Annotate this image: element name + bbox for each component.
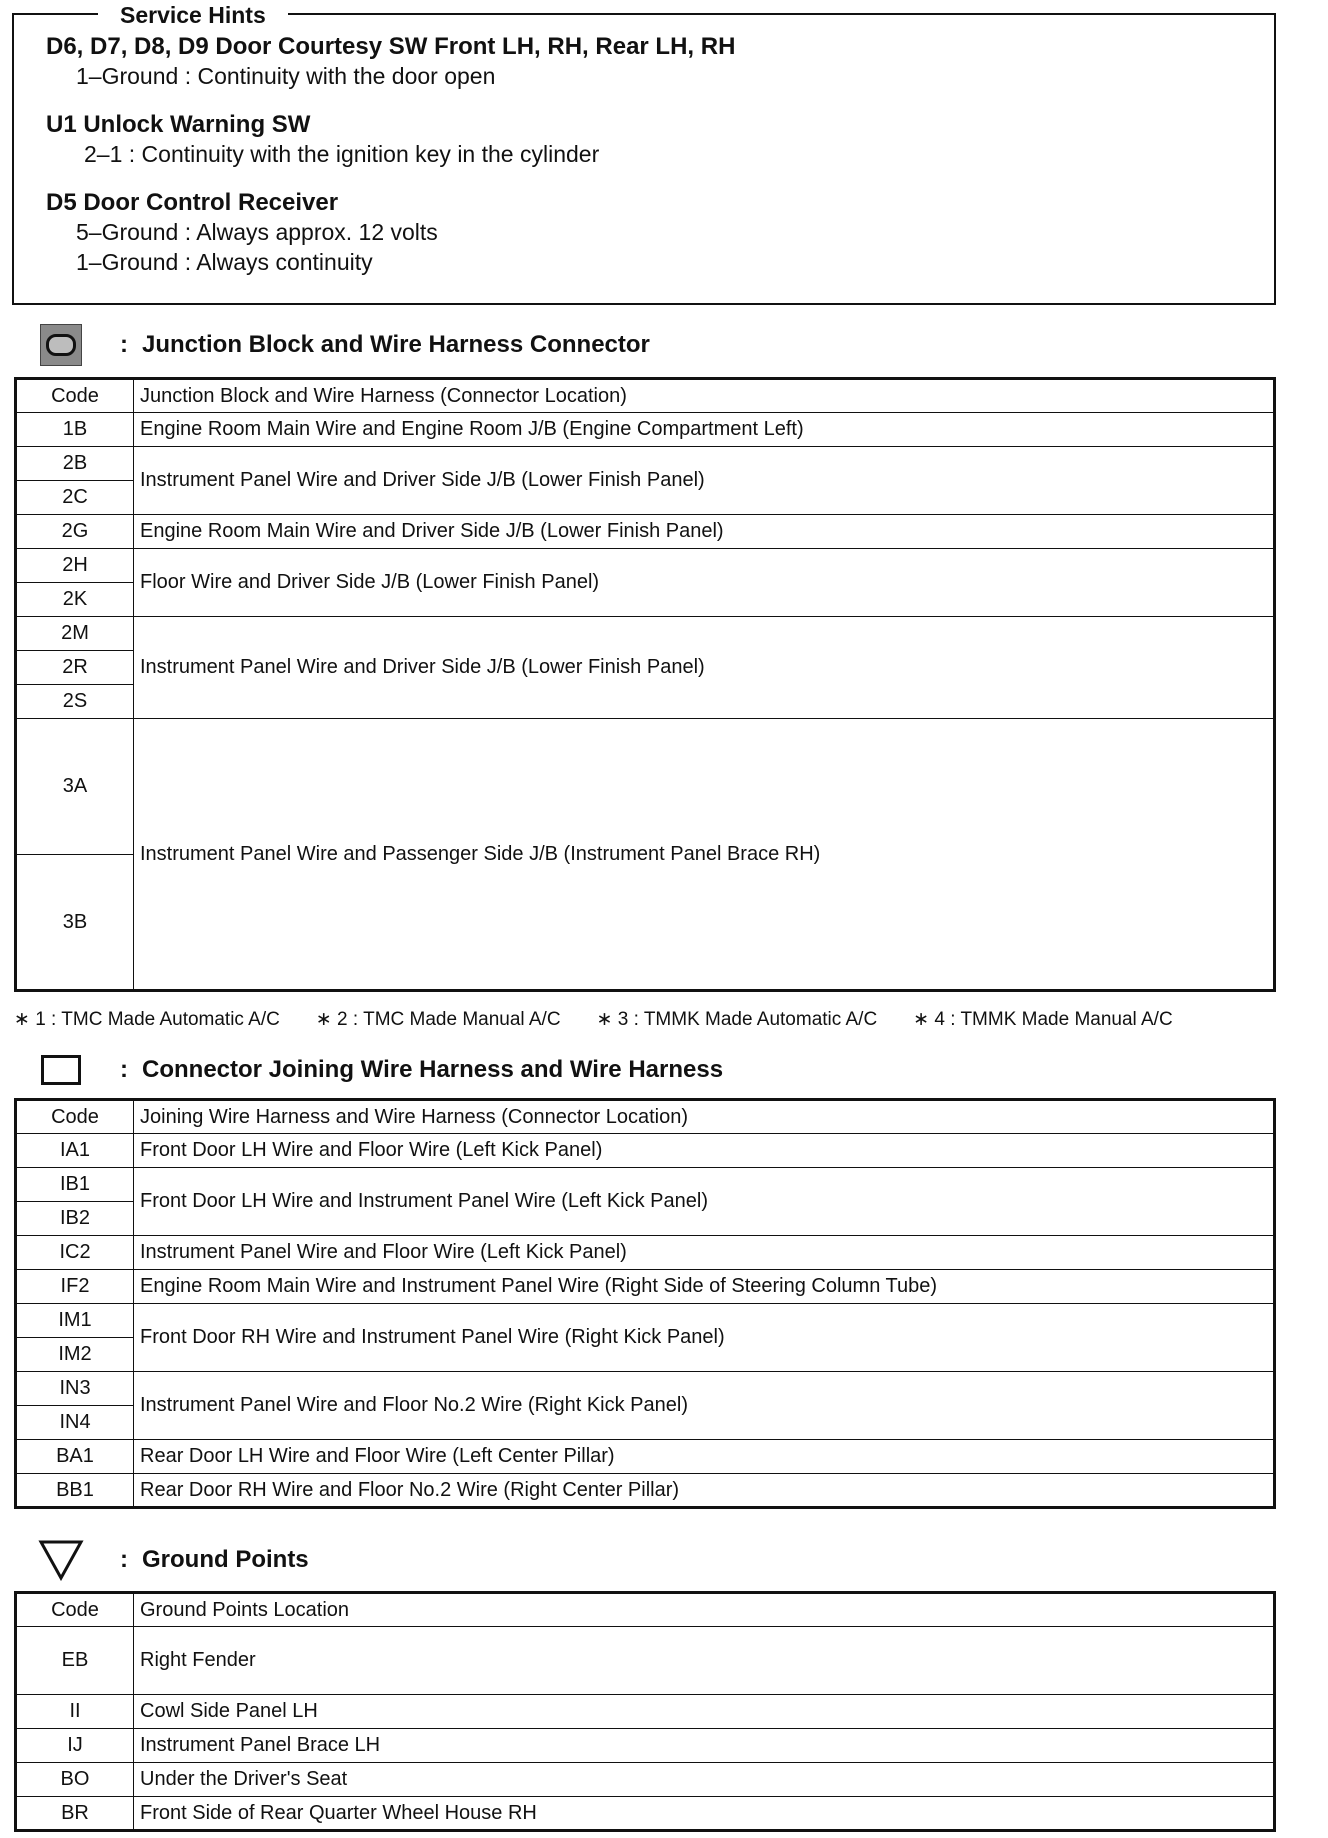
table-header-row bbox=[16, 1593, 1275, 1627]
service-hints-box bbox=[12, 2, 1276, 305]
row-code: 2H bbox=[16, 549, 134, 583]
table-row bbox=[16, 1168, 1275, 1202]
table-row bbox=[16, 1729, 1275, 1763]
row-code: BB1 bbox=[16, 1474, 134, 1508]
table-row bbox=[16, 1474, 1275, 1508]
connector-box-icon bbox=[37, 1048, 85, 1092]
ground-section-heading: : Ground Points bbox=[37, 1538, 309, 1582]
hint-line: 1–Ground : Always continuity bbox=[76, 249, 373, 275]
junction-table bbox=[14, 377, 1276, 992]
table-row bbox=[16, 1763, 1275, 1797]
ground-section-title: Ground Points bbox=[142, 1546, 309, 1573]
hint-heading: D5 Door Control Receiver bbox=[46, 189, 339, 216]
row-desc: Rear Door LH Wire and Floor Wire (Left Center Pillar) bbox=[134, 1440, 1275, 1474]
junction-section-title: Junction Block and Wire Harness Connector bbox=[142, 331, 650, 358]
row-code: IF2 bbox=[16, 1270, 134, 1304]
row-code: 2K bbox=[16, 583, 134, 617]
row-code: 2S bbox=[16, 685, 134, 719]
row-desc: Instrument Panel Brace LH bbox=[134, 1729, 1275, 1763]
row-code: BR bbox=[16, 1797, 134, 1831]
row-desc: Front Side of Rear Quarter Wheel House RH bbox=[134, 1797, 1275, 1831]
row-code: IM1 bbox=[16, 1304, 134, 1338]
table-row bbox=[16, 1134, 1275, 1168]
row-code: 2R bbox=[16, 651, 134, 685]
hint-group-door-courtesy bbox=[46, 33, 735, 91]
table-row bbox=[16, 515, 1275, 549]
junction-section-heading: : Junction Block and Wire Harness Connector bbox=[37, 323, 650, 367]
col-header-desc: Ground Points Location bbox=[134, 1593, 1275, 1627]
service-hints-title: Service Hints bbox=[98, 3, 288, 27]
col-header-code: Code bbox=[16, 1593, 134, 1627]
row-desc: Cowl Side Panel LH bbox=[134, 1695, 1275, 1729]
row-code: IM2 bbox=[16, 1338, 134, 1372]
row-desc: Instrument Panel Wire and Floor No.2 Wire (Right Kick Panel) bbox=[134, 1372, 1275, 1440]
hint-line: 1–Ground : Continuity with the door open bbox=[76, 63, 496, 89]
table-row bbox=[16, 549, 1275, 583]
row-desc: Front Door RH Wire and Instrument Panel Wire (Right Kick Panel) bbox=[134, 1304, 1275, 1372]
row-code: IN4 bbox=[16, 1406, 134, 1440]
hint-group-unlock-warning bbox=[46, 111, 599, 169]
footnotes bbox=[14, 1008, 1314, 1031]
row-desc: Instrument Panel Wire and Passenger Side J/B (Instrument Panel Brace RH) bbox=[134, 719, 1275, 991]
row-desc: Floor Wire and Driver Side J/B (Lower Finish Panel) bbox=[134, 549, 1275, 617]
row-desc: Engine Room Main Wire and Driver Side J/B (Lower Finish Panel) bbox=[134, 515, 1275, 549]
row-code: IB1 bbox=[16, 1168, 134, 1202]
col-header-code: Code bbox=[16, 1100, 134, 1134]
row-code: IA1 bbox=[16, 1134, 134, 1168]
row-code: 2B bbox=[16, 447, 134, 481]
connector-section-title: Connector Joining Wire Harness and Wire Harness bbox=[142, 1056, 724, 1083]
row-desc: Engine Room Main Wire and Engine Room J/B (Engine Compartment Left) bbox=[134, 413, 1275, 447]
row-desc: Under the Driver's Seat bbox=[134, 1763, 1275, 1797]
table-row bbox=[16, 1440, 1275, 1474]
row-desc: Front Door LH Wire and Instrument Panel Wire (Left Kick Panel) bbox=[134, 1168, 1275, 1236]
table-row bbox=[16, 719, 1275, 855]
row-desc: Instrument Panel Wire and Driver Side J/B (Lower Finish Panel) bbox=[134, 617, 1275, 719]
connector-section-heading: : Connector Joining Wire Harness and Wire Harness bbox=[37, 1048, 723, 1092]
col-header-code: Code bbox=[16, 379, 134, 413]
hint-heading: U1 Unlock Warning SW bbox=[46, 111, 311, 138]
connector-table bbox=[14, 1098, 1276, 1509]
footnote: ∗ 1 : TMC Made Automatic A/C bbox=[14, 1009, 280, 1030]
row-code: 1B bbox=[16, 413, 134, 447]
table-header-row bbox=[16, 379, 1275, 413]
table-row bbox=[16, 1270, 1275, 1304]
hint-group-door-control-receiver bbox=[46, 189, 438, 277]
row-code: IJ bbox=[16, 1729, 134, 1763]
table-row bbox=[16, 447, 1275, 481]
row-desc: Engine Room Main Wire and Instrument Panel Wire (Right Side of Steering Column Tube) bbox=[134, 1270, 1275, 1304]
table-row bbox=[16, 1236, 1275, 1270]
row-code: BA1 bbox=[16, 1440, 134, 1474]
table-row bbox=[16, 1797, 1275, 1831]
row-code: II bbox=[16, 1695, 134, 1729]
row-code: IB2 bbox=[16, 1202, 134, 1236]
table-row bbox=[16, 1627, 1275, 1695]
table-header-row bbox=[16, 1100, 1275, 1134]
row-code: BO bbox=[16, 1763, 134, 1797]
row-code: 3A bbox=[16, 719, 134, 855]
row-desc: Instrument Panel Wire and Floor Wire (Left Kick Panel) bbox=[134, 1236, 1275, 1270]
row-code: 3B bbox=[16, 855, 134, 991]
row-code: 2M bbox=[16, 617, 134, 651]
row-desc: Front Door LH Wire and Floor Wire (Left Kick Panel) bbox=[134, 1134, 1275, 1168]
row-desc: Rear Door RH Wire and Floor No.2 Wire (Right Center Pillar) bbox=[134, 1474, 1275, 1508]
row-desc: Instrument Panel Wire and Driver Side J/B (Lower Finish Panel) bbox=[134, 447, 1275, 515]
footnote: ∗ 2 : TMC Made Manual A/C bbox=[315, 1009, 561, 1030]
row-code: 2C bbox=[16, 481, 134, 515]
col-header-desc: Junction Block and Wire Harness (Connector Location) bbox=[134, 379, 1275, 413]
table-row bbox=[16, 1304, 1275, 1338]
table-row bbox=[16, 1695, 1275, 1729]
footnote: ∗ 4 : TMMK Made Manual A/C bbox=[913, 1009, 1173, 1030]
footnote: ∗ 3 : TMMK Made Automatic A/C bbox=[596, 1009, 878, 1030]
hint-line: 5–Ground : Always approx. 12 volts bbox=[76, 219, 438, 245]
col-header-desc: Joining Wire Harness and Wire Harness (Connector Location) bbox=[134, 1100, 1275, 1134]
row-code: EB bbox=[16, 1627, 134, 1695]
junction-block-icon bbox=[37, 323, 85, 367]
row-desc: Right Fender bbox=[134, 1627, 1275, 1695]
row-code: 2G bbox=[16, 515, 134, 549]
row-code: IN3 bbox=[16, 1372, 134, 1406]
row-code: IC2 bbox=[16, 1236, 134, 1270]
table-row bbox=[16, 413, 1275, 447]
table-row bbox=[16, 1372, 1275, 1406]
hint-heading: D6, D7, D8, D9 Door Courtesy SW Front LH, RH, Rear LH, RH bbox=[46, 33, 736, 60]
table-row bbox=[16, 617, 1275, 651]
ground-table bbox=[14, 1591, 1276, 1832]
hint-line: 2–1 : Continuity with the ignition key in the cylinder bbox=[84, 141, 600, 167]
ground-triangle-icon bbox=[37, 1538, 85, 1582]
